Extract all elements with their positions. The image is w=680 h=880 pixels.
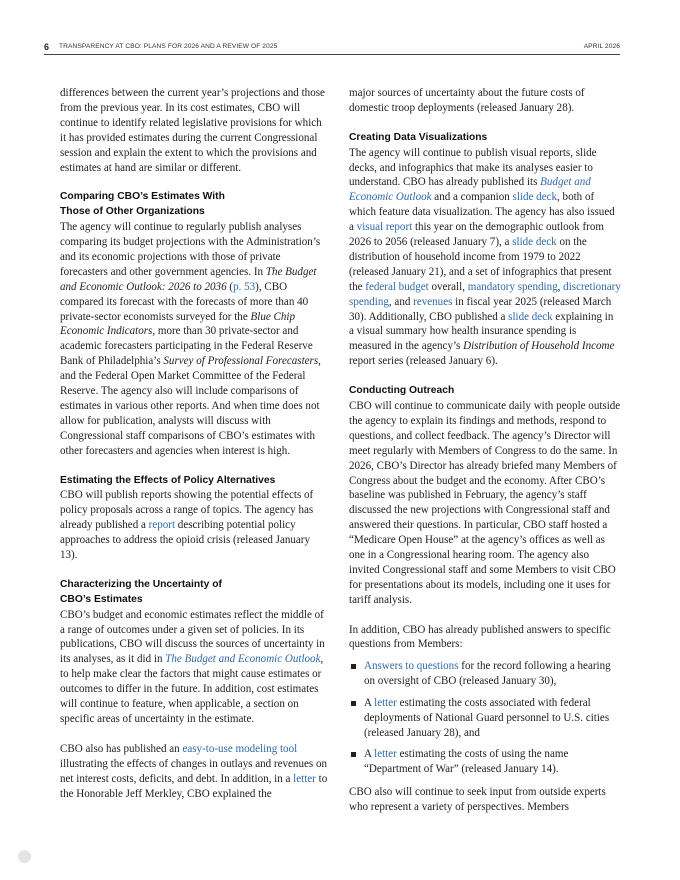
letter-link[interactable]: letter <box>374 748 397 761</box>
slide-deck-link[interactable]: slide deck <box>508 310 553 323</box>
left-column <box>60 86 330 801</box>
list-item: A letter estimating the costs of using the name “Department of War” (released January 14). <box>349 747 621 777</box>
paragraph: CBO’s budget and economic estimates reflect the middle of a range of outcomes under a given set of policies. In its publications, CBO will discuss the sources of uncertainty in its analyses, as it did in The Budget and Economic Outlook, to help make clear the factors that might cause estimates or outcomes to differ in the future. In addition, cost estimates will continue to feature, when applicable, a section on specific areas of uncertainty in the estimate. <box>60 608 325 726</box>
list-item: Answers to questions for the record following a hearing on oversight of CBO (released January 30), <box>349 659 621 689</box>
running-title: TRANSPARENCY AT CBO: PLANS FOR 2026 AND A REVIEW OF 2025 <box>59 43 278 50</box>
page-link[interactable]: p. 53 <box>233 280 256 293</box>
paragraph: CBO will continue to communicate daily with people outside the agency to explain its findings and methods, respond to questions, and collect feedback. The agency’s Director will meet regularly with Members of Congress to do the same. In 2026, CBO’s Director has already briefed many Members of Congress about the budget and the economy. After CBO’s baseline was published in February, the agency’s staff discussed the new projections with Congressional staff and answered their questions. In particular, CBO staff hosted a “Medicare Open House” at the agency’s offices as well as one in a Congressional hearing room. The agency also invited Congressional staff and some Members to visit CBO for presentations about its models, including one it uses for tariff analysis. <box>349 400 621 606</box>
federal-budget-link[interactable]: federal budget <box>365 280 429 293</box>
right-column <box>349 86 621 815</box>
letter-link[interactable]: letter <box>293 772 316 785</box>
paragraph: differences between the current year’s projections and those from the previous year. In its cost estimates, CBO will continue to identify related legislative provisions for which it has provided estimates during the current Congressional session and explain the extent to which the provisions and estimates at hand are similar or different. <box>60 87 325 174</box>
paragraph: In addition, CBO has already published answers to specific questions from Members: <box>349 623 611 651</box>
paragraph: CBO also has published an easy-to-use modeling tool illustrating the effects of changes in outlays and revenues on net interest costs, deficits, and debt. In addition, in a letter to the Honorable Jeff Merkley, CBO explained the <box>60 742 328 800</box>
outlook-link[interactable]: Budget and Economic Outlook <box>349 176 591 204</box>
paragraph: CBO will publish reports showing the potential effects of policy proposals across a range of topics. The agency has already published a report describing potential policy approaches to address the opioid crisis (released January 13). <box>60 489 314 562</box>
paragraph: The agency will continue to regularly publish analyses comparing its budget projections with the Administration’s and its economic projections with those of private forecasters and other government agencies. In The Budget and Economic Outlook: 2026 to 2036 (p. 53), CBO compared its forecast with the forecasts of more than 40 private-sector economists surveyed for the Blue Chip Economic Indicators, more than 30 private-sector and academic forecasters participating in the Federal Reserve Bank of Philadelphia’s Survey of Professional Forecasters, and the Federal Open Market Committee of the Federal Reserve. The agency also will include comparisons of estimates in various other reports. And when time does not allow for publication, analysts will discuss with Congressional staff comparisons of CBO’s estimates with other forecasters and agencies when interest is high. <box>60 221 321 457</box>
visual-report-link[interactable]: visual report <box>356 221 413 234</box>
letter-link[interactable]: letter <box>374 696 397 709</box>
running-header <box>44 42 620 54</box>
section-heading-visualizations: Creating Data Visualizations <box>349 131 488 143</box>
slide-deck-link[interactable]: slide deck <box>512 236 557 249</box>
modeling-tool-link[interactable]: easy-to-use modeling tool <box>182 742 298 755</box>
header-rule <box>44 54 620 55</box>
paragraph: CBO also will continue to seek input from outside experts who represent a variety of perspectives. Members <box>349 785 606 813</box>
discretionary-spending-link[interactable]: discretionary spending <box>349 280 621 308</box>
paragraph: major sources of uncertainty about the future costs of domestic troop deployments (released January 28). <box>349 87 585 114</box>
page-number: 6 <box>44 42 50 52</box>
slide-deck-link[interactable]: slide deck <box>512 191 558 204</box>
mandatory-spending-link[interactable]: mandatory spending <box>467 280 558 293</box>
bullet-icon <box>351 664 356 669</box>
outlook-link[interactable]: The Budget and Economic Outlook <box>165 653 321 666</box>
bullet-list <box>349 659 621 777</box>
paragraph: The agency will continue to publish visual reports, slide decks, and infographics that make its analyses easier to understand. CBO has already published its Budget and Economic Outlook and a companion slide deck, both of which feature data visualization. The agency has also issued a visual report this year on the demographic outlook from 2026 to 2056 (released January 7), a slide deck on the distribution of household income from 1979 to 2022 (released January 21), and a set of infographics that present the federal budget overall, mandatory spending, discretionary spending, and revenues in fiscal year 2025 (released March 30). Additionally, CBO published a slide deck explaining in a visual summary how health insurance spending is measured in the agency’s Distribution of Household Income report series (released January 6). <box>349 146 621 368</box>
section-heading-policy: Estimating the Effects of Policy Alternatives <box>60 474 276 486</box>
footer-mark-icon <box>18 850 31 863</box>
report-link[interactable]: report <box>148 519 176 532</box>
bullet-icon <box>351 701 356 706</box>
running-date: APRIL 2026 <box>583 43 620 50</box>
revenues-link[interactable]: revenues <box>413 295 453 308</box>
list-item: A letter estimating the costs associated with federal deployments of National Guard personnel to U.S. cities (released January 28), and <box>349 696 621 741</box>
section-heading-outreach: Conducting Outreach <box>349 385 455 397</box>
section-heading-comparing: Comparing CBO’s Estimates With Those of Other Organizations <box>60 191 225 218</box>
section-heading-uncertainty: Characterizing the Uncertainty of CBO’s Estimates <box>60 578 222 605</box>
bullet-icon <box>351 752 356 757</box>
answers-link[interactable]: Answers to questions <box>364 660 459 673</box>
